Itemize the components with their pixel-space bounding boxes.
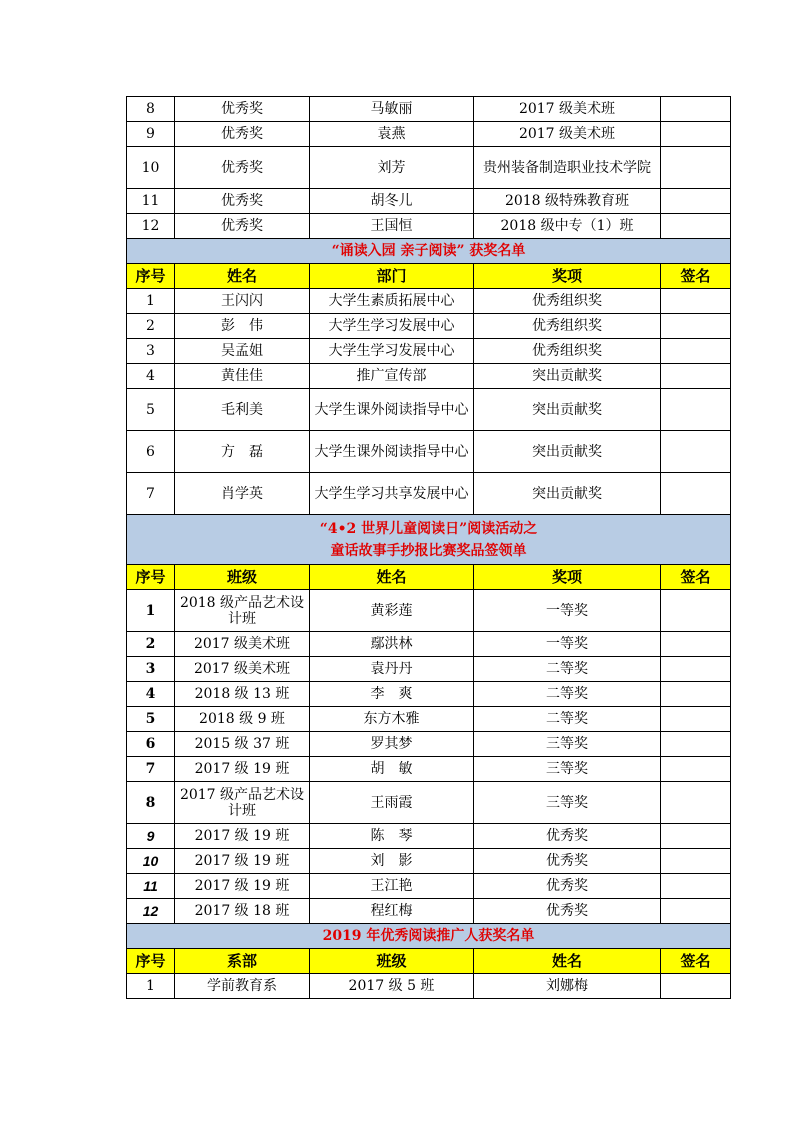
table-row — [127, 189, 731, 214]
name-cell: 东方木雅 — [310, 707, 474, 732]
table-row — [127, 122, 731, 147]
signature-cell — [661, 824, 731, 849]
class-cell: 2017 级美术班 — [175, 657, 310, 682]
table-row — [127, 289, 731, 314]
name-cell: 彭 伟 — [175, 314, 310, 339]
column-header: 班级 — [310, 949, 474, 974]
award-cell: 优秀奖 — [474, 849, 661, 874]
section-title-line: 童话故事手抄报比赛奖品签领单 — [330, 542, 527, 559]
award-cell: 二等奖 — [474, 707, 661, 732]
section-header-row — [127, 515, 731, 565]
name-cell: 李 爽 — [310, 682, 474, 707]
table-row — [127, 782, 731, 824]
signature-cell — [661, 389, 731, 431]
class-cell: 2018 级特殊教育班 — [474, 189, 661, 214]
class-cell: 2018 级 9 班 — [175, 707, 310, 732]
table-row — [127, 389, 731, 431]
column-header: 序号 — [127, 565, 175, 590]
table-row — [127, 707, 731, 732]
row-number: 10 — [127, 147, 175, 189]
name-cell: 黄佳佳 — [175, 364, 310, 389]
signature-cell — [661, 314, 731, 339]
column-header: 姓名 — [310, 565, 474, 590]
class-cell: 2017 级 19 班 — [175, 849, 310, 874]
signature-cell — [661, 782, 731, 824]
signature-cell — [661, 757, 731, 782]
signature-cell — [661, 590, 731, 632]
signature-cell — [661, 473, 731, 515]
award-cell: 优秀奖 — [175, 189, 310, 214]
award-cell: 优秀组织奖 — [474, 289, 661, 314]
signature-cell — [661, 147, 731, 189]
name-cell: 方 磊 — [175, 431, 310, 473]
row-number: 2 — [127, 632, 175, 657]
row-number: 2 — [127, 314, 175, 339]
row-number: 9 — [127, 824, 175, 849]
award-cell: 一等奖 — [474, 590, 661, 632]
name-cell: 胡 敏 — [310, 757, 474, 782]
signature-cell — [661, 339, 731, 364]
name-cell: 袁丹丹 — [310, 657, 474, 682]
row-number: 7 — [127, 757, 175, 782]
signature-cell — [661, 849, 731, 874]
class-cell: 2018 级产品艺术设计班 — [175, 590, 310, 632]
class-cell: 2017 级产品艺术设计班 — [175, 782, 310, 824]
signature-cell — [661, 431, 731, 473]
table-row — [127, 339, 731, 364]
class-cell: 2018 级中专（1）班 — [474, 214, 661, 239]
table-row — [127, 147, 731, 189]
table-row — [127, 632, 731, 657]
column-header: 姓名 — [474, 949, 661, 974]
column-header: 奖项 — [474, 565, 661, 590]
signature-cell — [661, 657, 731, 682]
department-cell: 大学生学习发展中心 — [310, 314, 474, 339]
signature-cell — [661, 364, 731, 389]
class-cell: 2017 级美术班 — [175, 632, 310, 657]
signature-cell — [661, 189, 731, 214]
table-row — [127, 473, 731, 515]
table-row — [127, 314, 731, 339]
column-header: 签名 — [661, 949, 731, 974]
class-cell: 2017 级 19 班 — [175, 824, 310, 849]
name-cell: 程红梅 — [310, 899, 474, 924]
department-cell: 推广宣传部 — [310, 364, 474, 389]
table-row — [127, 657, 731, 682]
award-cell: 突出贡献奖 — [474, 431, 661, 473]
award-table — [126, 96, 731, 999]
table-row — [127, 431, 731, 473]
row-number: 1 — [127, 289, 175, 314]
table-row — [127, 682, 731, 707]
signature-cell — [661, 732, 731, 757]
award-cell: 优秀奖 — [474, 824, 661, 849]
name-cell: 陈 琴 — [310, 824, 474, 849]
row-number: 9 — [127, 122, 175, 147]
table-row — [127, 97, 731, 122]
row-number: 7 — [127, 473, 175, 515]
section-title — [127, 515, 731, 565]
signature-cell — [661, 707, 731, 732]
column-header: 序号 — [127, 949, 175, 974]
award-cell: 优秀奖 — [175, 147, 310, 189]
column-header-row — [127, 949, 731, 974]
table-row — [127, 974, 731, 999]
table-row — [127, 364, 731, 389]
department-cell: 学前教育系 — [175, 974, 310, 999]
row-number: 11 — [127, 874, 175, 899]
name-cell: 王雨霞 — [310, 782, 474, 824]
row-number: 10 — [127, 849, 175, 874]
department-cell: 大学生课外阅读指导中心 — [310, 389, 474, 431]
award-cell: 优秀奖 — [474, 899, 661, 924]
award-cell: 优秀组织奖 — [474, 339, 661, 364]
class-cell: 2017 级 18 班 — [175, 899, 310, 924]
row-number: 12 — [127, 899, 175, 924]
name-cell: 刘芳 — [310, 147, 474, 189]
class-cell: 2015 级 37 班 — [175, 732, 310, 757]
award-cell: 一等奖 — [474, 632, 661, 657]
name-cell: 刘娜梅 — [474, 974, 661, 999]
name-cell: 马敏丽 — [310, 97, 474, 122]
department-cell: 大学生学习发展中心 — [310, 339, 474, 364]
section-title-line: “4•2 世界儿童阅读日”阅读活动之 — [319, 520, 538, 537]
award-cell: 三等奖 — [474, 782, 661, 824]
column-header: 奖项 — [474, 264, 661, 289]
table-row — [127, 874, 731, 899]
table-row — [127, 590, 731, 632]
name-cell: 毛利美 — [175, 389, 310, 431]
column-header-row — [127, 264, 731, 289]
section-header-row — [127, 239, 731, 264]
award-cell: 优秀奖 — [175, 214, 310, 239]
name-cell: 王闪闪 — [175, 289, 310, 314]
signature-cell — [661, 632, 731, 657]
class-cell: 2017 级美术班 — [474, 122, 661, 147]
name-cell: 刘 影 — [310, 849, 474, 874]
row-number: 8 — [127, 97, 175, 122]
section-title: “诵读入园 亲子阅读” 获奖名单 — [127, 239, 731, 264]
award-cell: 二等奖 — [474, 682, 661, 707]
name-cell: 胡冬儿 — [310, 189, 474, 214]
column-header: 签名 — [661, 264, 731, 289]
row-number: 3 — [127, 339, 175, 364]
award-cell: 突出贡献奖 — [474, 473, 661, 515]
award-cell: 突出贡献奖 — [474, 389, 661, 431]
class-cell: 2017 级美术班 — [474, 97, 661, 122]
class-cell: 2017 级 19 班 — [175, 757, 310, 782]
name-cell: 罗其梦 — [310, 732, 474, 757]
column-header-row — [127, 565, 731, 590]
award-cell: 优秀奖 — [175, 97, 310, 122]
award-cell: 三等奖 — [474, 732, 661, 757]
table-row — [127, 732, 731, 757]
row-number: 11 — [127, 189, 175, 214]
name-cell: 吴孟姐 — [175, 339, 310, 364]
column-header: 部门 — [310, 264, 474, 289]
signature-cell — [661, 899, 731, 924]
award-cell: 优秀奖 — [175, 122, 310, 147]
column-header: 签名 — [661, 565, 731, 590]
class-cell: 2017 级 5 班 — [310, 974, 474, 999]
section-header-row — [127, 924, 731, 949]
signature-cell — [661, 122, 731, 147]
award-cell: 优秀奖 — [474, 874, 661, 899]
name-cell: 王江艳 — [310, 874, 474, 899]
award-cell: 二等奖 — [474, 657, 661, 682]
row-number: 1 — [127, 974, 175, 999]
name-cell: 肖学英 — [175, 473, 310, 515]
table-row — [127, 757, 731, 782]
name-cell: 黄彩莲 — [310, 590, 474, 632]
name-cell: 王国恒 — [310, 214, 474, 239]
table-row — [127, 824, 731, 849]
row-number: 8 — [127, 782, 175, 824]
award-cell: 突出贡献奖 — [474, 364, 661, 389]
row-number: 5 — [127, 707, 175, 732]
row-number: 4 — [127, 364, 175, 389]
column-header: 班级 — [175, 565, 310, 590]
column-header: 姓名 — [175, 264, 310, 289]
section-title: 2019 年优秀阅读推广人获奖名单 — [127, 924, 731, 949]
name-cell: 鄢洪林 — [310, 632, 474, 657]
signature-cell — [661, 289, 731, 314]
table-row — [127, 214, 731, 239]
column-header: 系部 — [175, 949, 310, 974]
department-cell: 大学生素质拓展中心 — [310, 289, 474, 314]
signature-cell — [661, 974, 731, 999]
signature-cell — [661, 682, 731, 707]
award-cell: 优秀组织奖 — [474, 314, 661, 339]
class-cell: 贵州装备制造职业技术学院 — [474, 147, 661, 189]
class-cell: 2018 级 13 班 — [175, 682, 310, 707]
row-number: 12 — [127, 214, 175, 239]
signature-cell — [661, 214, 731, 239]
row-number: 6 — [127, 431, 175, 473]
signature-cell — [661, 874, 731, 899]
column-header: 序号 — [127, 264, 175, 289]
row-number: 4 — [127, 682, 175, 707]
department-cell: 大学生课外阅读指导中心 — [310, 431, 474, 473]
row-number: 3 — [127, 657, 175, 682]
table-row — [127, 899, 731, 924]
award-cell: 三等奖 — [474, 757, 661, 782]
class-cell: 2017 级 19 班 — [175, 874, 310, 899]
row-number: 1 — [127, 590, 175, 632]
table-row — [127, 849, 731, 874]
name-cell: 袁燕 — [310, 122, 474, 147]
row-number: 5 — [127, 389, 175, 431]
signature-cell — [661, 97, 731, 122]
department-cell: 大学生学习共享发展中心 — [310, 473, 474, 515]
row-number: 6 — [127, 732, 175, 757]
